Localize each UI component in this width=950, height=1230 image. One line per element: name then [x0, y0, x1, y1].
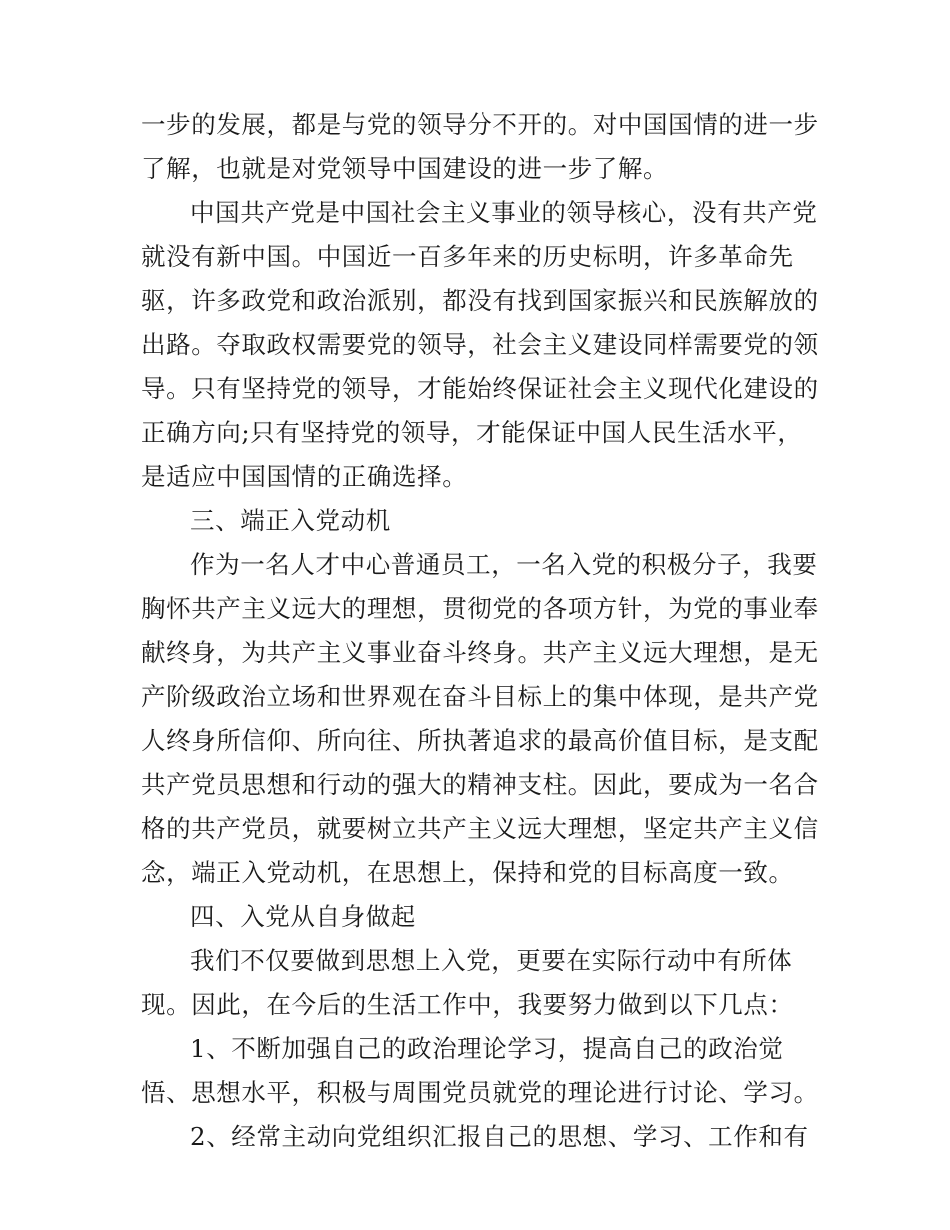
text-line: 2、经常主动向党组织汇报自己的思想、学习、工作和有 — [190, 1122, 809, 1151]
text-line: 作为一名人才中心普通员工，一名入党的积极分子，我要 — [190, 550, 818, 579]
text-line: 一步的发展，都是与党的领导分不开的。对中国国情的进一步 — [141, 110, 819, 139]
text-line: 人终身所信仰、所向往、所执著追求的最高价值目标，是支配 — [141, 726, 819, 755]
text-line: 1、不断加强自己的政治理论学习，提高自己的政治觉 — [190, 1034, 784, 1063]
text-line: 胸怀共产主义远大的理想，贯彻党的各项方针，为党的事业奉 — [141, 594, 819, 623]
text-line: 我们不仅要做到思想上入党，更要在实际行动中有所体 — [190, 946, 793, 975]
text-line: 驱，许多政党和政治派别，都没有找到国家振兴和民族解放的 — [141, 286, 819, 315]
text-line: 献终身，为共产主义事业奋斗终身。共产主义远大理想，是无 — [141, 638, 819, 667]
text-line: 共产党员思想和行动的强大的精神支柱。因此，要成为一名合 — [141, 770, 819, 799]
text-line: 了解，也就是对党领导中国建设的进一步了解。 — [141, 154, 669, 183]
section-heading: 三、端正入党动机 — [190, 506, 391, 535]
text-line: 是适应中国国情的正确选择。 — [141, 462, 468, 491]
text-line: 念，端正入党动机，在思想上，保持和党的目标高度一致。 — [141, 858, 794, 887]
text-line: 现。因此，在今后的生活工作中，我要努力做到以下几点： — [141, 990, 794, 1019]
text-line: 格的共产党员，就要树立共产主义远大理想，坚定共产主义信 — [141, 814, 819, 843]
text-line: 导。只有坚持党的领导，才能始终保证社会主义现代化建设的 — [141, 374, 819, 403]
text-line: 就没有新中国。中国近一百多年来的历史标明，许多革命先 — [141, 242, 794, 271]
text-line: 产阶级政治立场和世界观在奋斗目标上的集中体现，是共产党 — [141, 682, 819, 711]
text-line: 悟、思想水平，积极与周围党员就党的理论进行讨论、学习。 — [141, 1078, 819, 1107]
text-line: 正确方向;只有坚持党的领导，才能保证中国人民生活水平， — [141, 418, 803, 447]
section-heading: 四、入党从自身做起 — [190, 902, 416, 931]
text-line: 中国共产党是中国社会主义事业的领导核心，没有共产党 — [190, 198, 818, 227]
text-line: 出路。夺取政权需要党的领导，社会主义建设同样需要党的领 — [141, 330, 819, 359]
